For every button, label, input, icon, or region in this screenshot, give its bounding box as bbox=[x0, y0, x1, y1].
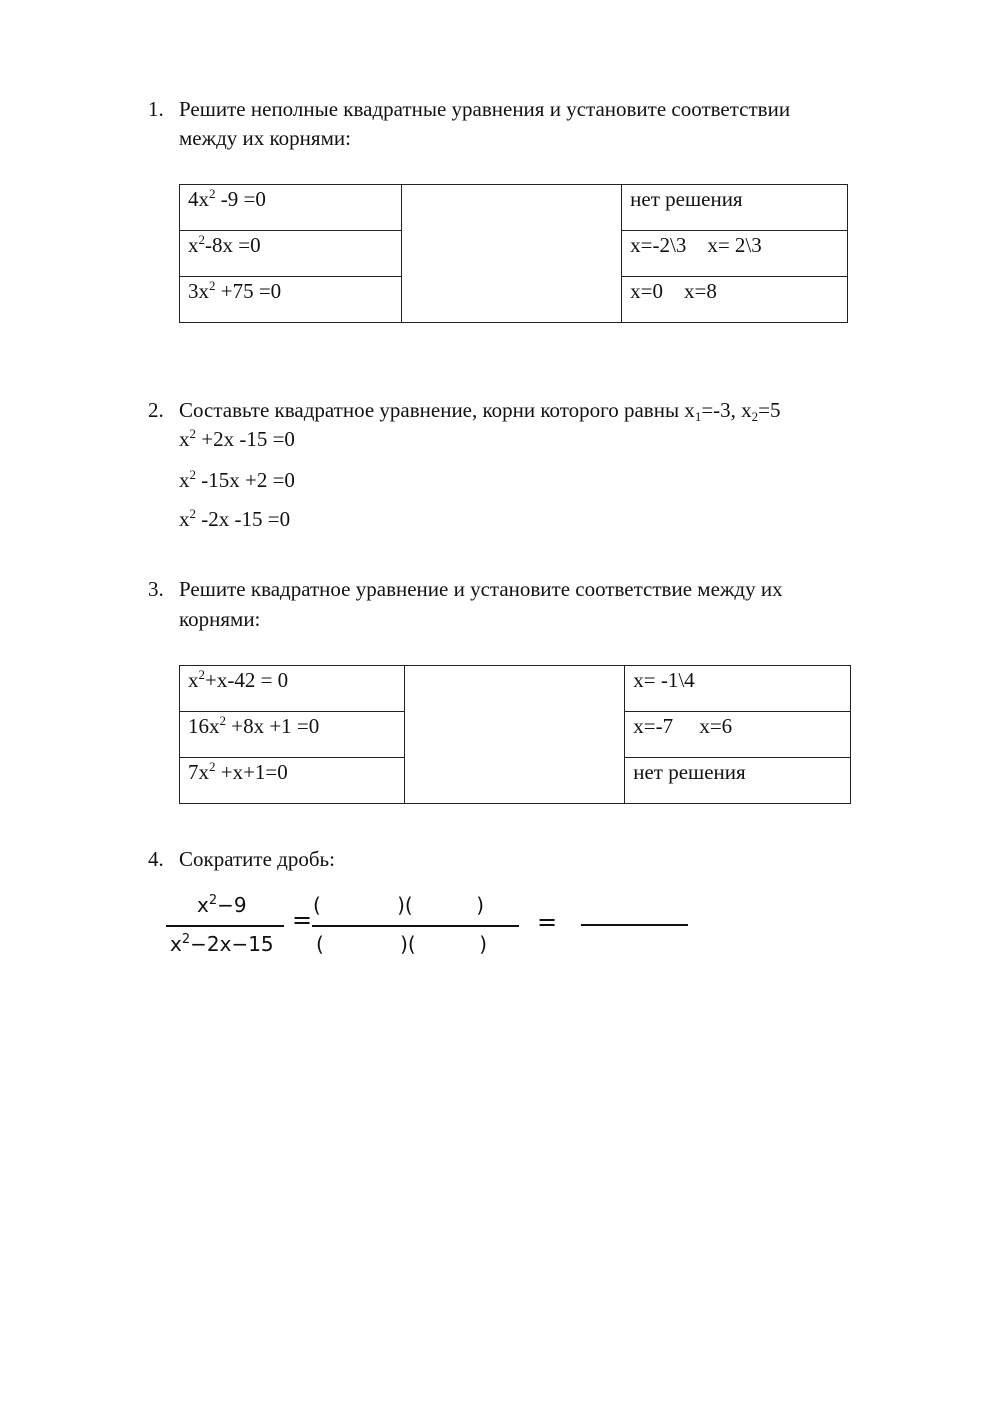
q1-root-2: x=-2\3 x= 2\3 bbox=[622, 231, 848, 277]
fraction-bar bbox=[166, 925, 284, 927]
equals-sign: = bbox=[292, 906, 313, 934]
q3-matching-table bbox=[179, 665, 851, 804]
q1-root-1: нет решения bbox=[622, 185, 848, 231]
fraction-denominator: $x^2-2x-15$ bbox=[170, 932, 274, 956]
q1-number: 1. bbox=[148, 97, 164, 121]
factor-fraction-bar bbox=[312, 925, 519, 927]
q1-text-line2: между их корнями: bbox=[179, 126, 351, 150]
q2-option-1[interactable]: $x^2 +2x$ -15 =0 bbox=[179, 426, 295, 451]
q1-matching-table bbox=[179, 184, 848, 323]
q3-eq-3: $7x^2 +x+1=0$ bbox=[180, 758, 405, 804]
q2-option-3[interactable]: $x^2$ -2x -15 =0 bbox=[179, 506, 291, 531]
answer-blank-line[interactable] bbox=[581, 924, 688, 926]
q3-root-2: x=-7 x=6 bbox=[625, 712, 851, 758]
q1-root-3: x=0 x=8 bbox=[622, 277, 848, 323]
q3-eq-2: $16x^2 +8x +1 =0$ bbox=[180, 712, 405, 758]
q4-text: Сократите дробь: bbox=[179, 847, 335, 871]
factor-denominator-blanks[interactable]: ( )( ) bbox=[316, 932, 488, 956]
q3-root-3: нет решения bbox=[625, 758, 851, 804]
fraction-numerator: $x^2-9$ bbox=[197, 893, 247, 917]
q1-eq-3: $3x^2 +75 =0$ bbox=[180, 277, 402, 323]
q1-eq-1: $4x^2$ -9 =0 bbox=[180, 185, 402, 231]
q1-answer-space[interactable] bbox=[401, 185, 622, 323]
q1-text-line1: Решите неполные квадратные уравнения и установите соответствии bbox=[179, 97, 791, 121]
q3-text-line1: Решите квадратное уравнение и установите соответствие между их bbox=[179, 577, 783, 601]
q2-option-2[interactable]: $x^2$ -15x +2 =0 bbox=[179, 467, 295, 492]
q3-text-line2: корнями: bbox=[179, 607, 261, 631]
q2-number: 2. bbox=[148, 398, 164, 422]
equals-sign-2: = bbox=[537, 908, 558, 936]
q3-answer-space[interactable] bbox=[404, 666, 625, 804]
q2-text: Составьте квадратное уравнение, корни которого равны $x_1=-3$, $x_2=5$ bbox=[179, 398, 781, 424]
q4-number: 4. bbox=[148, 847, 164, 871]
factor-numerator-blanks[interactable]: ( )( ) bbox=[313, 893, 485, 917]
q3-eq-1: $x^2+x-42 = 0$ bbox=[180, 666, 405, 712]
q1-eq-2: $x^2-8x =0$ bbox=[180, 231, 402, 277]
q3-root-1: x= -1\4 bbox=[625, 666, 851, 712]
q3-number: 3. bbox=[148, 577, 164, 601]
